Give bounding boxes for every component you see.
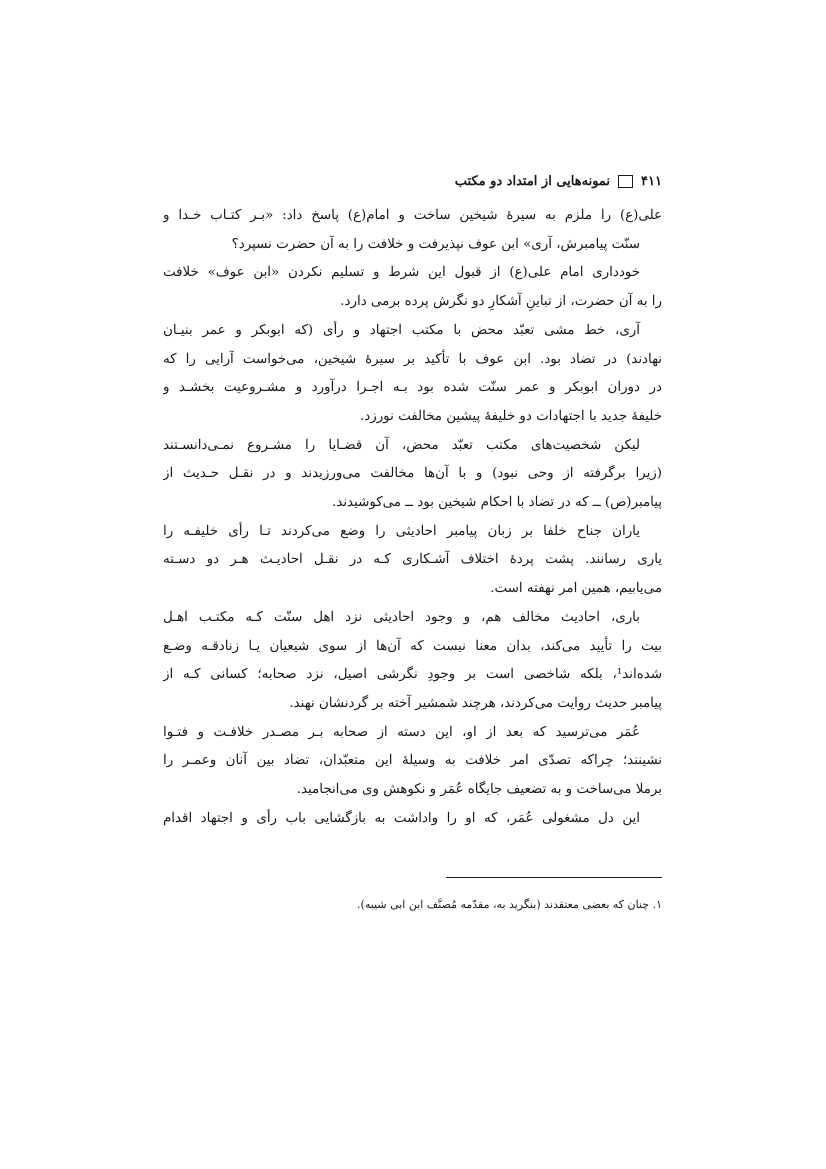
running-header-title: نمونه‌هایی از امتداد دو مکتب bbox=[454, 173, 611, 189]
text-line: پیامبر(ص) ــ که در تضاد با احکام شیخین بود ــ می‌کوشیدند. bbox=[332, 495, 662, 511]
running-header bbox=[163, 168, 662, 194]
footnote-divider bbox=[446, 877, 662, 878]
text-line: نشینند؛ چراکه تصدّی امر خلافت به وسیلهٔ این متعبّدان، تضاد بین آنان وعمـر را bbox=[163, 753, 662, 769]
text-line: را به آن حضرت، از تباینِ آشکارِ دو نگرش پرده برمی دارد. bbox=[340, 294, 662, 310]
text-line: (زیرا برگرفته از وحی نبود) و با آن‌ها مخالفت می‌ورزیدند و در نقـل حـدیث از bbox=[163, 466, 662, 482]
text-line: بیت را تأیید می‌کند، بدان معنا نیست که آن‌ها از سوی شیعیان یـا زنادقـه وضـع bbox=[163, 638, 662, 654]
text-line: در دوران ابوبکر و عمر سنّت شده بود بـه اجـرا درآورد و مشـروعیت بخشـد و bbox=[163, 380, 662, 396]
text-line: علی(ع) را ملزم به سیرهٔ شیخین ساخت و امام(ع) پاسخ داد: «بـر کتـاب خـدا و bbox=[163, 208, 662, 223]
text-line: برملا می‌ساخت و به تضعیف جایگاه عُمَر و نکوهش وی می‌انجامید. bbox=[296, 782, 662, 798]
text-line: آری، خط مشی تعبّد محض با مکتب اجتهاد و رأی (که ابوبکر و عمر بنیـان bbox=[163, 322, 640, 338]
footnote: ۱. چنان که بعضی معتقدند (بنگرید به، مقدّمه مُصنَّف ابن ابی شیبه). bbox=[357, 898, 662, 911]
text-line: یاری رسانند. پشت پردهٔ اختلاف آشـکاری کـه در نقـل احادیـث هـر دو دسـته bbox=[163, 552, 662, 568]
text-line: خودداری امام علی(ع) از قبول این شرط و تسلیم نکردن «ابن عوف» خلافت bbox=[163, 265, 640, 281]
page-number: ۴۱۱ bbox=[641, 173, 662, 189]
text-line: باری، احادیث مخالف هم، و وجود احادیثی نزد اهل سنّت کـه مکتـب اهـل bbox=[163, 609, 640, 625]
text-line: عُمَر می‌ترسید که بعد از او، این دسته از صحابه بـر مصـدر خلافـت و فتـوا bbox=[163, 724, 640, 740]
text-line: لیکن شخصیت‌های مکتب تعبّد محض، آن قضـایا را مشـروع نمـی‌دانسـتند bbox=[163, 437, 640, 453]
text-line: می‌یابیم، همین امر نهفته است. bbox=[490, 581, 662, 597]
text-line: این دل مشغولی عُمَر، که او را واداشت به بازگشایی باب رأی و اجتهاد اقدام bbox=[163, 810, 640, 826]
text-line: پیامبر حدیث روایت می‌کردند، هرچند شمشیر آخته بر گردنشان نهند. bbox=[289, 695, 662, 711]
body-text bbox=[163, 202, 662, 833]
square-ornament-icon bbox=[618, 175, 633, 188]
text-line: شده‌اند¹، بلکه شاخصی است بر وجودِ نگرشی اصیل، نزد صحابه؛ کسانی کـه از bbox=[163, 667, 662, 683]
text-line: نهادند) در تضاد بود. ابن عوف با تأکید بر سیرهٔ شیخین، می‌خواست آرایی را که bbox=[163, 351, 662, 367]
text-line: سنّت پیامبرش، آری» ابن عوف نپذیرفت و خلافت را به آن حضرت نسپرد؟ bbox=[231, 236, 640, 252]
text-line: یاران جناح خلفا بر زبان پیامبر احادیثی را وضع می‌کردند تـا رأی خلیفـه را bbox=[163, 523, 640, 539]
text-line: خلیفهٔ جدید با اجتهادات دو خلیفهٔ پیشین مخالفت نورزد. bbox=[360, 408, 662, 424]
